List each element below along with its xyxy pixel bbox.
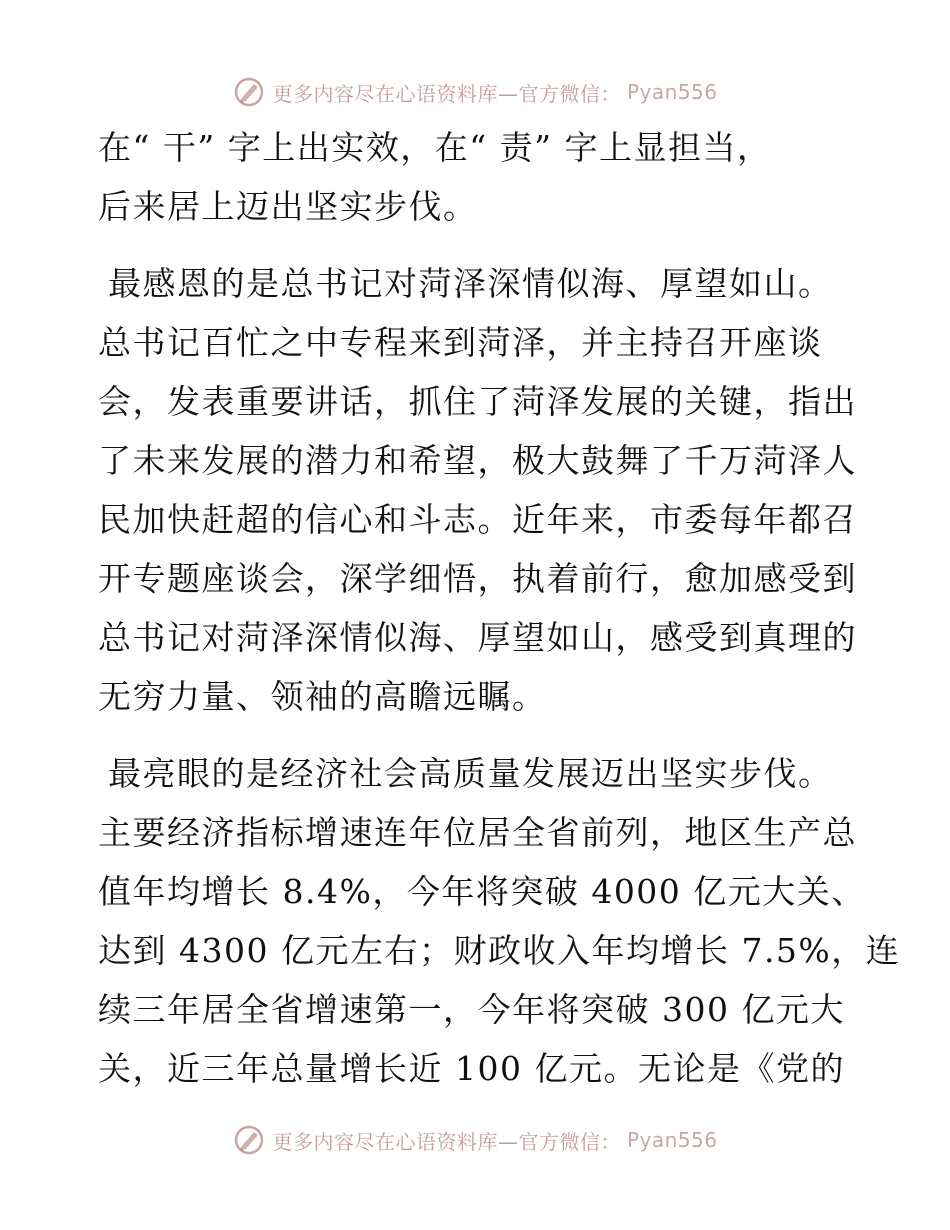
text-line: 主要经济指标增速连年位居全省前列，地区生产总 [98,813,857,852]
text-line: 无穷力量、领袖的高瞻远瞩。 [98,677,547,716]
text-line: 在“ 干” 字上出实效，在“ 责” 字上显担当， [98,128,772,167]
watermark-text: 更多内容尽在心语资料库—官方微信： [272,1129,621,1154]
footer-watermark [0,1120,950,1160]
pen-logo-icon [232,1123,266,1157]
text-line: 开专题座谈会，深学细悟，执着前行，愈加感受到 [98,559,857,598]
watermark-handle: Pyan556 [626,1128,718,1152]
document-body [98,118,901,1098]
text-line: 民加快赶超的信心和斗志。近年来，市委每年都召 [98,500,857,539]
paragraph-1 [98,118,858,236]
paragraph-3 [98,744,901,1098]
header-watermark [0,72,950,112]
paragraph-2 [98,254,858,726]
text-line: 总书记百忙之中专程来到菏泽，并主持召开座谈 [98,323,823,362]
text-line: 总书记对菏泽深情似海、厚望如山，感受到真理的 [98,618,857,657]
watermark-handle: Pyan556 [626,80,718,104]
pen-logo-icon [232,75,266,109]
text-line: 关，近三年总量增长近 100 亿元。无论是《党的 [98,1049,845,1088]
text-line: 值年均增长 8.4%，今年将突破 4000 亿元大关、 [98,872,866,911]
text-line: 续三年居全省增速第一，今年将突破 300 亿元大 [98,990,845,1029]
text-line: 最亮眼的是经济社会高质量发展迈出坚实步伐。 [108,754,833,793]
watermark-text: 更多内容尽在心语资料库—官方微信： [272,81,621,106]
text-line: 达到 4300 亿元左右；财政收入年均增长 7.5%，连 [98,931,901,970]
text-line: 了未来发展的潜力和希望，极大鼓舞了千万菏泽人 [98,441,857,480]
text-line: 最感恩的是总书记对菏泽深情似海、厚望如山。 [108,264,833,303]
text-line: 会，发表重要讲话，抓住了菏泽发展的关键，指出 [98,382,857,421]
text-line: 后来居上迈出坚实步伐。 [98,187,478,226]
